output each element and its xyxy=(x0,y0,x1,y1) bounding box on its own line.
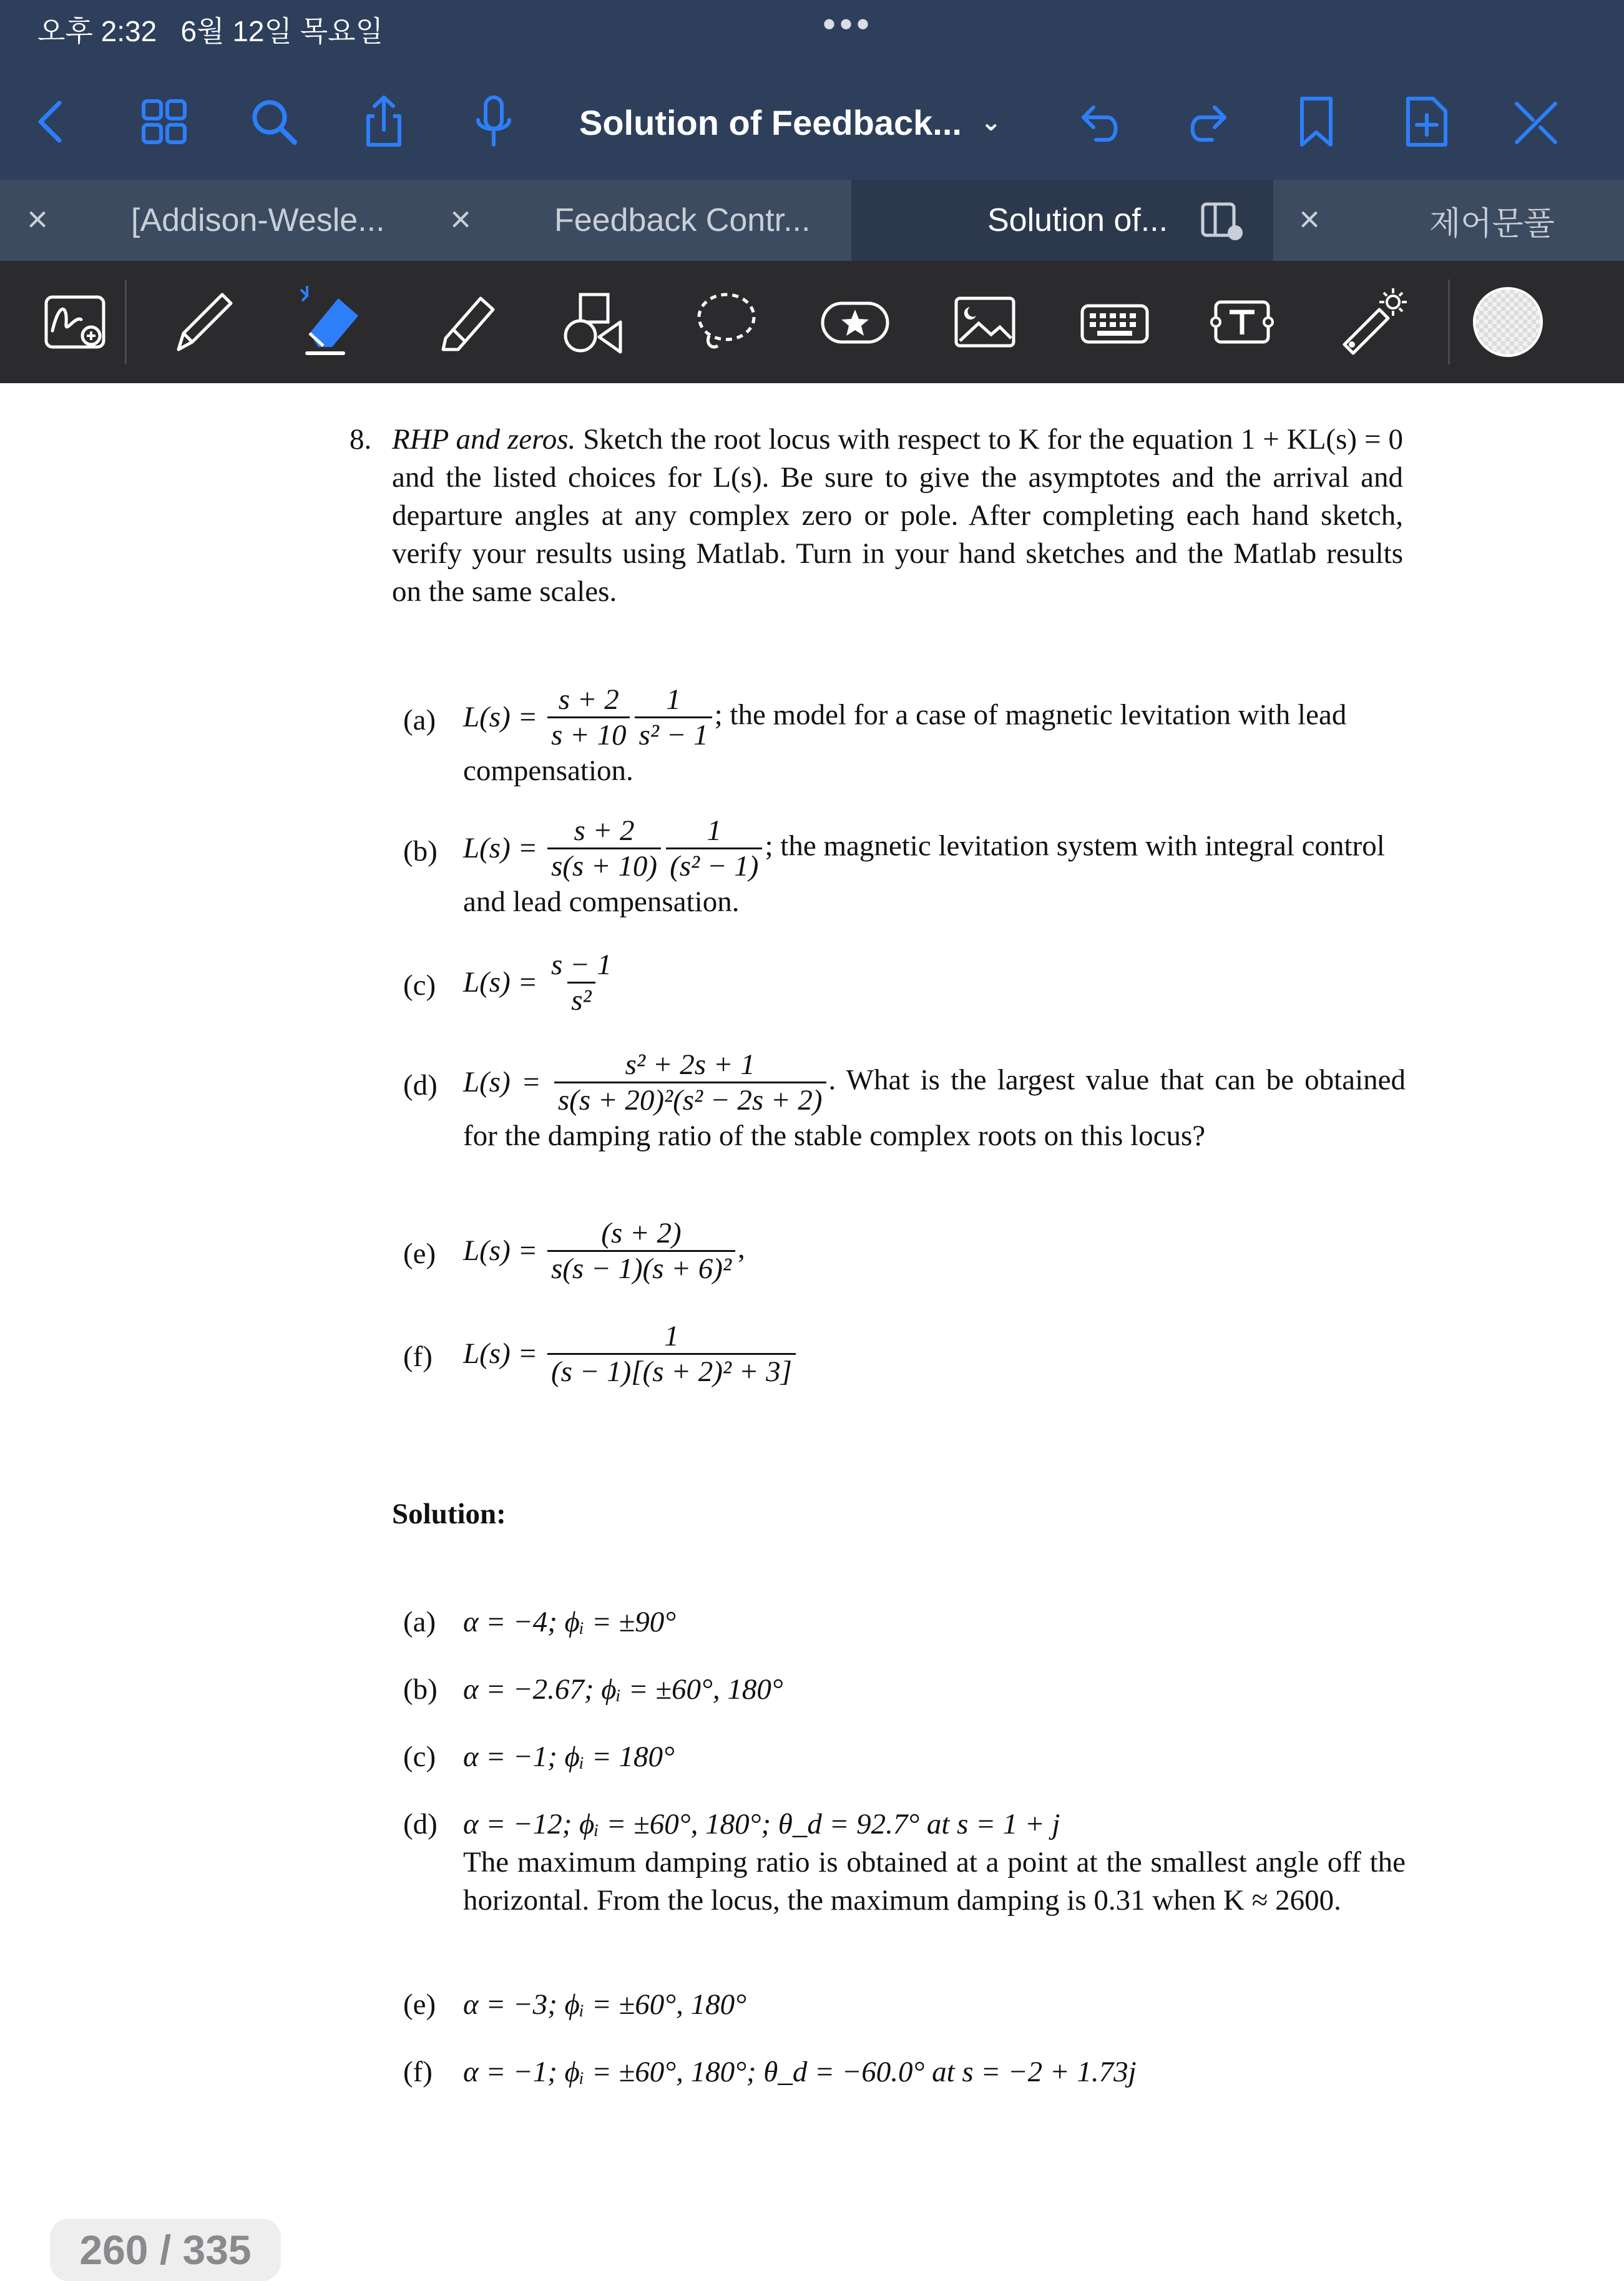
redo-button[interactable] xyxy=(1175,87,1243,156)
denominator: s(s + 20)²(s² − 2s + 2) xyxy=(554,1082,826,1117)
part-description: . What is the largest value that can be obtained for the damping ratio of the stable complex roots on this locus? xyxy=(463,1063,1406,1152)
part-label: (f) xyxy=(403,1341,433,1373)
solution-heading: Solution: xyxy=(392,1498,506,1530)
share-button[interactable] xyxy=(350,87,418,156)
grid-icon xyxy=(136,94,192,150)
fraction xyxy=(547,683,630,752)
solution-label: (f) xyxy=(403,2056,433,2088)
zoom-handwriting-tool[interactable] xyxy=(31,278,119,366)
solution-label: (d) xyxy=(403,1808,438,1840)
denominator: s(s − 1)(s + 6)² xyxy=(547,1250,735,1286)
part-description: , xyxy=(737,1232,745,1265)
eraser-tool-selected[interactable] xyxy=(287,278,374,366)
color-picker[interactable] xyxy=(1464,278,1552,366)
part-body xyxy=(463,948,1406,1017)
part-body xyxy=(463,1216,1406,1286)
elements-tool[interactable] xyxy=(811,278,899,366)
solution-text: α = −4; ϕᵢ = ±90° xyxy=(463,1606,677,1638)
lasso-tool[interactable] xyxy=(682,278,769,366)
pen-tool[interactable] xyxy=(160,278,247,366)
denominator: s(s + 10) xyxy=(547,847,661,883)
image-icon xyxy=(947,285,1022,359)
numerator: 1 xyxy=(666,683,681,716)
solution-text: α = −12; ϕᵢ = ±60°, 180°; θ_d = 92.7° at s = 1 + j xyxy=(463,1808,1060,1840)
numerator: s + 2 xyxy=(574,814,635,847)
numerator: 1 xyxy=(707,814,722,847)
page-indicator[interactable]: 260 / 335 xyxy=(50,2219,281,2281)
chevron-down-icon: ⌄ xyxy=(980,109,1002,136)
undo-icon xyxy=(1071,94,1127,150)
numerator: (s + 2) xyxy=(601,1217,682,1249)
image-tool[interactable] xyxy=(941,278,1029,366)
undo-button[interactable] xyxy=(1065,87,1133,156)
status-time: 오후 2:32 6월 12일 목요일 xyxy=(37,15,384,47)
part-label: (e) xyxy=(403,1238,436,1270)
status-date: 6월 12일 목요일 xyxy=(180,15,384,47)
denominator: (s − 1)[(s + 2)² + 3] xyxy=(547,1353,796,1389)
problem-number: 8. xyxy=(350,423,372,456)
solution-label: (c) xyxy=(403,1741,436,1773)
part-lhs: L(s) = xyxy=(463,966,538,999)
solution-text: α = −3; ϕᵢ = ±60°, 180° xyxy=(463,1988,746,2021)
part-label: (c) xyxy=(403,969,436,1002)
search-icon xyxy=(246,94,302,150)
chevron-left-icon xyxy=(25,94,81,150)
problem-body: Sketch the root locus with respect to K for the equation 1 + KL(s) = 0 and the listed choices for L(s). Be sure to give the asymptotes and the arrival and departure angles at any complex zero or pole. After completing each hand sketch, verify your results using Matlab. Turn in your hand sketches and the Matlab results on the same scales. xyxy=(392,423,1404,608)
problem-title: RHP and zeros. xyxy=(392,423,576,456)
bookmark-icon xyxy=(1288,94,1344,150)
fraction xyxy=(635,683,712,752)
tab-control-problems[interactable] xyxy=(1429,180,1555,261)
search-button[interactable] xyxy=(240,87,308,156)
part-body xyxy=(463,1048,1406,1155)
highlighter-icon xyxy=(431,285,506,359)
tab-4-close-icon[interactable]: × xyxy=(1299,199,1320,240)
part-description: ; the model for a case of magnetic levitation with lead compensation. xyxy=(463,698,1347,787)
lasso-icon xyxy=(688,285,763,359)
problem-statement xyxy=(392,421,1403,611)
microphone-button[interactable] xyxy=(459,87,528,156)
part-lhs: L(s) = xyxy=(463,1234,538,1267)
back-button[interactable] xyxy=(19,87,87,156)
eraser-icon xyxy=(293,285,368,359)
part-label: (a) xyxy=(403,704,436,736)
add-page-icon xyxy=(1398,94,1454,150)
keyboard-tool[interactable] xyxy=(1071,278,1158,366)
tab-label: Solution of... xyxy=(987,202,1168,238)
zoom-writing-icon xyxy=(37,285,112,359)
fraction xyxy=(547,814,661,883)
solution-text: α = −1; ϕᵢ = 180° xyxy=(463,1741,675,1773)
status-bar xyxy=(0,0,1624,62)
part-body xyxy=(463,1319,1406,1389)
document-title: Solution of Feedback... xyxy=(579,102,962,142)
laser-pointer-tool[interactable] xyxy=(1328,278,1416,366)
denominator: s² xyxy=(567,982,595,1017)
laser-pointer-icon xyxy=(1334,285,1409,359)
text-box-icon xyxy=(1205,285,1279,359)
part-lhs: L(s) = xyxy=(463,1066,541,1098)
part-description: ; the magnetic levitation system with integral control and lead compensation. xyxy=(463,829,1385,918)
highlighter-tool[interactable] xyxy=(424,278,512,366)
part-body xyxy=(463,814,1406,921)
share-icon xyxy=(356,94,412,150)
tab-bar xyxy=(0,180,1624,261)
tab-1-close-icon[interactable]: × xyxy=(27,199,48,240)
solution-text: α = −2.67; ϕᵢ = ±60°, 180° xyxy=(463,1673,783,1706)
tab-label: Feedback Contr... xyxy=(554,202,811,238)
part-lhs: L(s) = xyxy=(463,701,538,733)
part-lhs: L(s) = xyxy=(463,832,538,864)
annotation-toolbar xyxy=(0,261,1624,383)
pencil-close-icon xyxy=(1508,94,1564,150)
solution-body xyxy=(463,1805,1406,1920)
fraction xyxy=(554,1048,826,1117)
tab-solution-active[interactable] xyxy=(851,180,1273,261)
fraction xyxy=(666,814,762,883)
star-sticker-icon xyxy=(818,285,893,359)
fraction xyxy=(547,1319,796,1389)
microphone-icon xyxy=(466,94,522,150)
solution-text: α = −1; ϕᵢ = ±60°, 180°; θ_d = −60.0° at s = −2 + 1.73j xyxy=(463,2056,1137,2088)
thumbnails-button[interactable] xyxy=(130,87,198,156)
tab-2-close-icon[interactable]: × xyxy=(450,199,471,240)
keyboard-icon xyxy=(1077,285,1152,359)
text-tool[interactable] xyxy=(1198,278,1286,366)
tab-label: 제어문풀 xyxy=(1429,205,1555,242)
multitask-dots[interactable]: ••• xyxy=(823,3,874,45)
shapes-icon xyxy=(555,285,630,359)
solution-note: The maximum damping ratio is obtained at a point at the smallest angle off the horizontal. From the locus, the maximum damping is 0.31 when K ≈ 2600. xyxy=(463,1846,1406,1917)
fraction xyxy=(547,948,615,1017)
part-lhs: L(s) = xyxy=(463,1337,538,1370)
document-title-menu[interactable] xyxy=(579,97,1001,147)
document-page[interactable] xyxy=(0,383,1624,2286)
split-view-icon[interactable] xyxy=(1199,198,1244,243)
part-label: (d) xyxy=(403,1069,438,1101)
redo-icon xyxy=(1181,94,1237,150)
numerator: 1 xyxy=(664,1320,679,1352)
tab-label: [Addison-Wesle... xyxy=(131,202,385,238)
add-page-button[interactable] xyxy=(1392,87,1460,156)
shapes-tool[interactable] xyxy=(549,278,637,366)
tab-addison-wesley[interactable] xyxy=(131,180,385,261)
numerator: s − 1 xyxy=(550,949,612,981)
part-label: (b) xyxy=(403,835,438,867)
numerator: s + 2 xyxy=(558,683,619,716)
tab-feedback-control[interactable] xyxy=(554,180,810,261)
nav-bar xyxy=(0,62,1624,180)
color-swatch-icon xyxy=(1470,285,1545,359)
close-editing-button[interactable] xyxy=(1502,87,1570,156)
numerator: s² + 2s + 1 xyxy=(625,1048,755,1081)
fraction xyxy=(547,1216,735,1286)
solution-label: (a) xyxy=(403,1606,436,1638)
denominator: s² − 1 xyxy=(635,716,712,752)
solution-label: (b) xyxy=(403,1673,438,1706)
denominator: s + 10 xyxy=(547,716,630,752)
solution-label: (e) xyxy=(403,1988,436,2021)
denominator: (s² − 1) xyxy=(666,847,762,883)
part-body xyxy=(463,683,1406,790)
pen-icon xyxy=(166,285,241,359)
bookmark-button[interactable] xyxy=(1282,87,1351,156)
